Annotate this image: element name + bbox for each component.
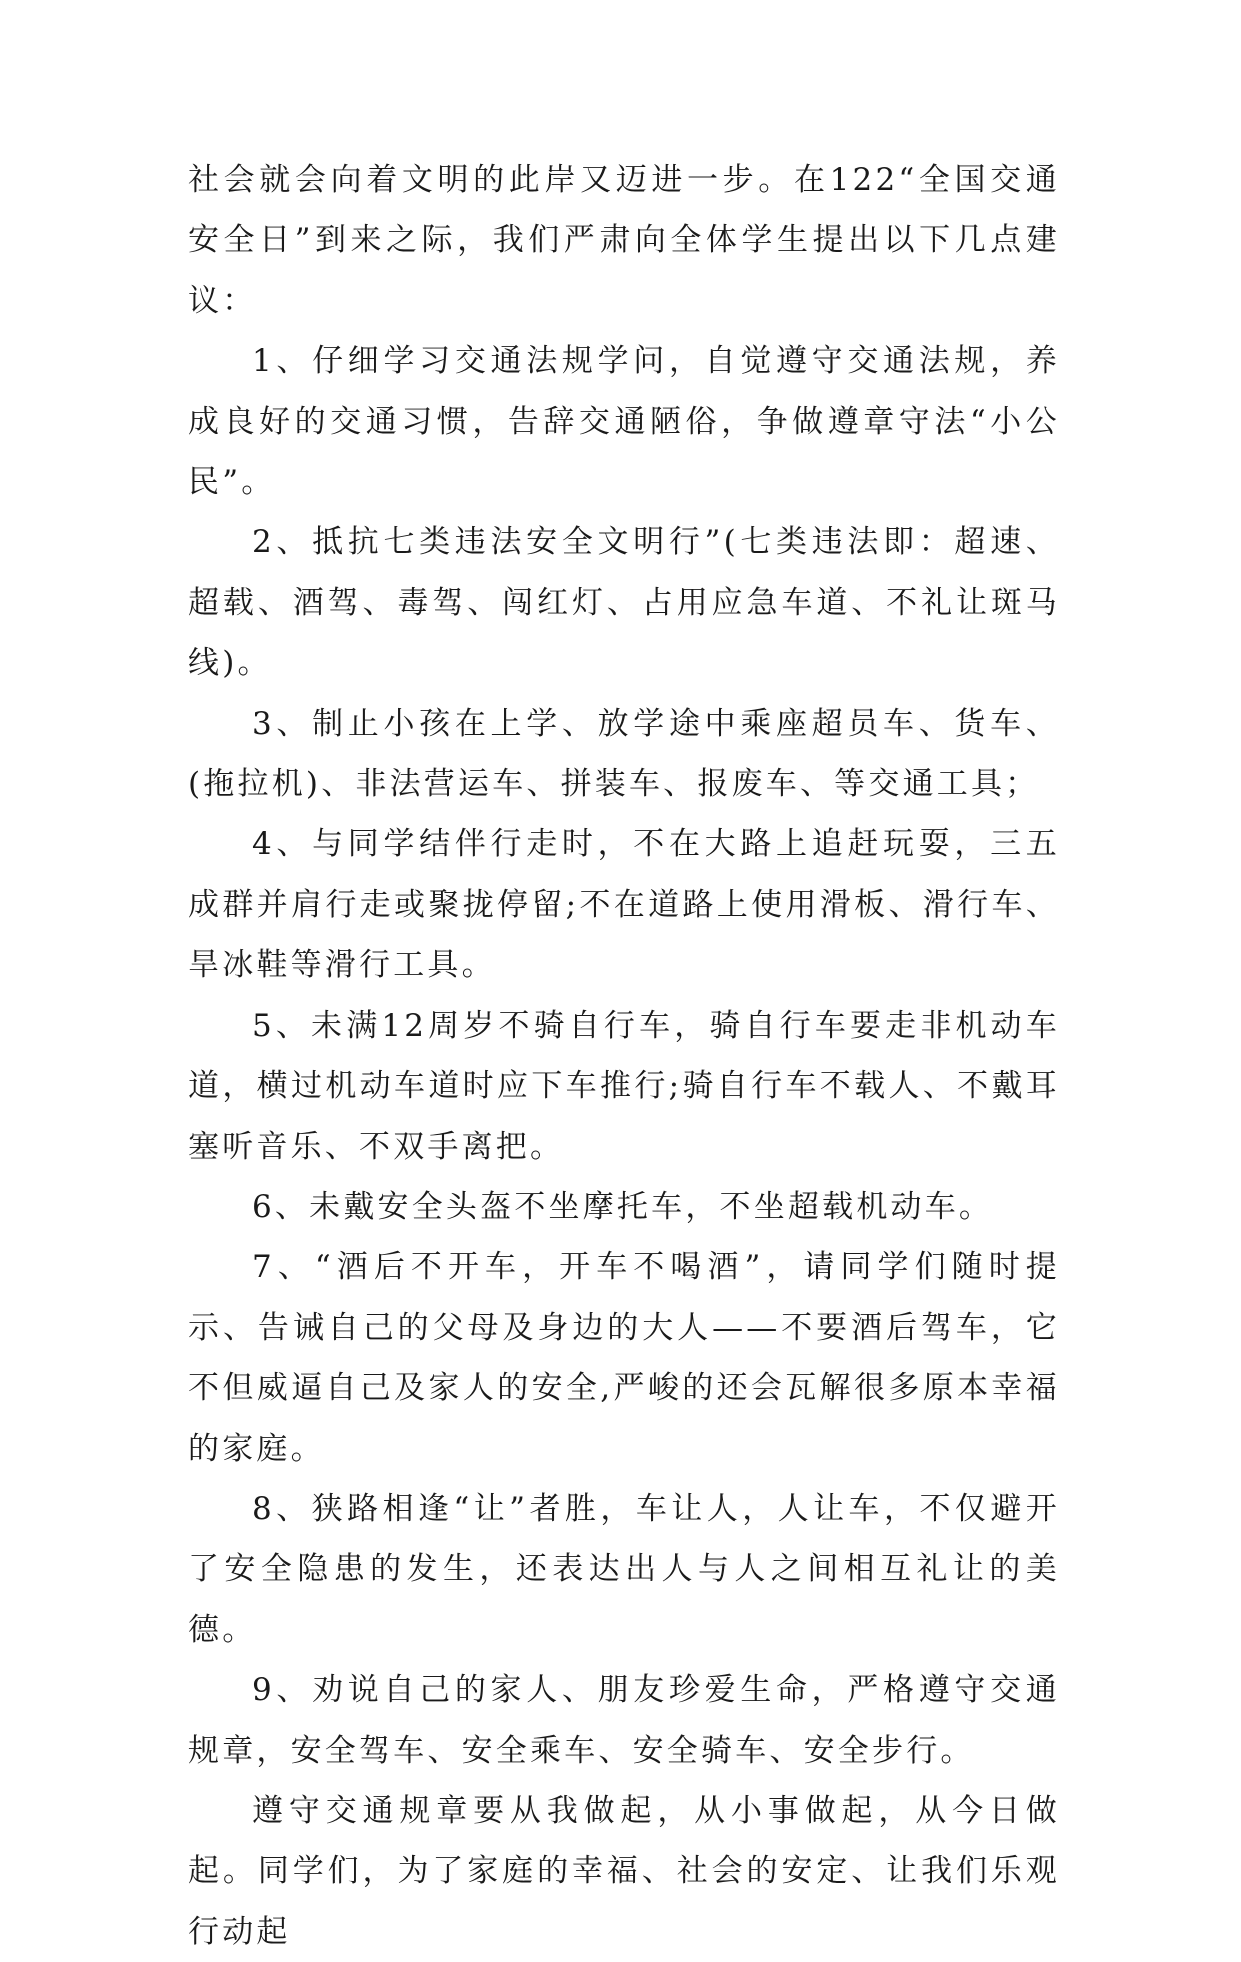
paragraph-closing: 遵守交通规章要从我做起，从小事做起，从今日做起。同学们，为了家庭的幸福、社会的安定、让我们乐观行动起	[188, 1792, 1060, 1950]
paragraph-item-3: 3、制止小孩在上学、放学途中乘座超员车、货车、(拖拉机)、非法营运车、拼装车、报废车、等交通工具；	[188, 705, 1060, 803]
paragraph-item-5: 5、未满12周岁不骑自行车，骑自行车要走非机动车道，横过机动车道时应下车推行;骑自行车不载人、不戴耳塞听音乐、不双手离把。	[188, 1007, 1060, 1165]
paragraph-item-7: 7、“酒后不开车，开车不喝酒”，请同学们随时提示、告诫自己的父母及身边的大人——不要酒后驾车，它不但威逼自己及家人的安全,严峻的还会瓦解很多原本幸福的家庭。	[188, 1249, 1060, 1467]
paragraph-item-2: 2、抵抗七类违法安全文明行”(七类违法即：超速、超载、酒驾、毒驾、闯红灯、占用应急车道、不礼让斑马线)。	[188, 524, 1060, 682]
paragraph-item-1: 1、仔细学习交通法规学问，自觉遵守交通法规，养成良好的交通习惯，告辞交通陋俗，争做遵章守法“小公民”。	[188, 343, 1060, 501]
document-body	[188, 150, 1060, 1962]
paragraph-intro: 社会就会向着文明的此岸又迈进一步。在122“全国交通安全日”到来之际，我们严肃向全体学生提出以下几点建议：	[188, 162, 1060, 319]
paragraph-item-9: 9、劝说自己的家人、朋友珍爱生命，严格遵守交通规章，安全驾车、安全乘车、安全骑车、安全步行。	[188, 1672, 1060, 1769]
paragraph-item-8: 8、狭路相逢“让”者胜，车让人，人让车，不仅避开了安全隐患的发生，还表达出人与人之间相互礼让的美德。	[188, 1490, 1060, 1648]
paragraph-item-6: 6、未戴安全头盔不坐摩托车，不坐超载机动车。	[252, 1188, 994, 1225]
paragraph-item-4: 4、与同学结伴行走时，不在大路上追赶玩耍，三五成群并肩行走或聚拢停留;不在道路上使用滑板、滑行车、旱冰鞋等滑行工具。	[188, 826, 1060, 984]
